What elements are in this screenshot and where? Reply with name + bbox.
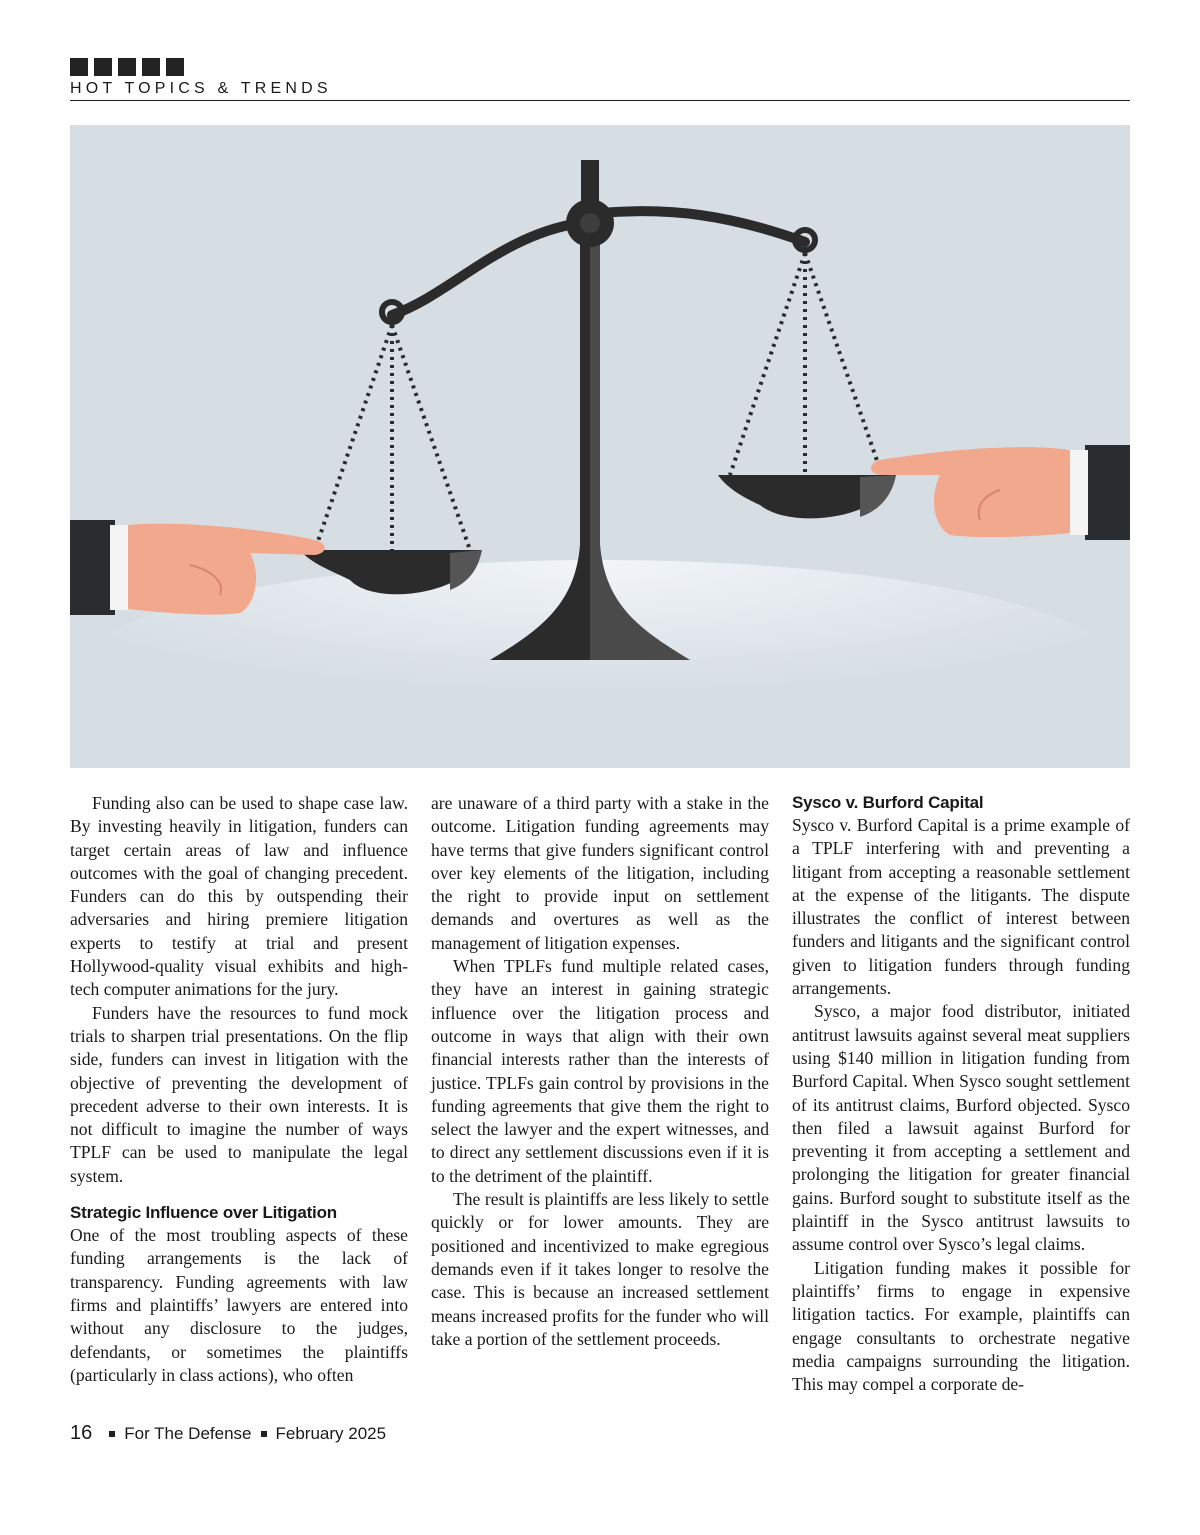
scales-illustration: [70, 125, 1130, 768]
header-square: [142, 58, 160, 76]
body-paragraph: Litigation funding makes it possible for plaintiffs’ firms to engage in expensive litigation tactics. For example, plaintiffs can engage consultants to orchestrate negative media campaigns surrounding the litigation. This may compel a corporate de-: [792, 1257, 1130, 1395]
issue-date: February 2025: [275, 1423, 387, 1443]
section-heading: Sysco v. Burford Capital: [792, 793, 984, 812]
body-paragraph: Sysco, a major food distributor, initiated antitrust lawsuits against several meat suppliers using $140 million in litigation funding from Burford Capital. When Sysco sought settlement of its antitrust claims, Burford objected. Sysco then filed a lawsuit against Burford for preventing it from accepting a settlement and prolonging the litigation for greater financial gains. Burford sought to substitute itself as the plaintiff in the Sysco antitrust lawsuits to assume control over Sysco’s legal claims.: [792, 1001, 1130, 1255]
body-paragraph: One of the most troubling aspects of these funding arrangements is the lack of transparency. Funding agreements with law firms and plaintiffs’ lawyers are entered into without any disclosure to the judges, defendants, or sometimes the plaintiffs (particularly in class actions), who often: [70, 1225, 408, 1385]
body-paragraph: are unaware of a third party with a stake in the outcome. Litigation funding agreements may have terms that give funders significant control over key elements of the litigation, including the right to provide input on settlement demands and overtures as well as the management of litigation expenses.: [431, 793, 769, 953]
header-square: [70, 58, 88, 76]
body-paragraph: Sysco v. Burford Capital is a prime example of a TPLF interfering with and preventing a litigant from accepting a reasonable settlement at the expense of the litigants. The dispute illustrates the conflict of interest between funders and litigants and the significant control given to litigation funders through funding arrangements.: [792, 815, 1130, 999]
body-paragraph: The result is plaintiffs are less likely to settle quickly or for lower amounts. They are positioned and incentivized to make egregious demands even if it takes longer to resolve the case. This is because an increased settlement means increased profits for the funder who will take a portion of the settlement proceeds.: [431, 1189, 769, 1349]
article-column-3: [792, 792, 1130, 1396]
body-paragraph: When TPLFs fund multiple related cases, they have an interest in gaining strategic influence over the litigation process and outcome in ways that align with their own financial interests rather than the interests of justice. TPLFs gain control by provisions in the funding agreements that give them the right to select the lawyer and the expert witnesses, and to direct any settlement discussions even if it is to the detriment of the plaintiff.: [431, 956, 769, 1186]
section-label: HOT TOPICS & TRENDS: [70, 80, 332, 97]
footer-separator: [261, 1431, 267, 1437]
article-column-1: [70, 792, 408, 1387]
page-number: 16: [70, 1422, 93, 1444]
publication-name: For The Defense: [124, 1423, 252, 1443]
footer-separator: [109, 1431, 115, 1437]
section-heading: Strategic Influence over Litigation: [70, 1203, 337, 1223]
header-square: [94, 58, 112, 76]
article-column-2: [431, 792, 769, 1351]
page-footer: [70, 1422, 386, 1445]
body-paragraph: Funding also can be used to shape case law. By investing heavily in litigation, funders can target certain areas of law and influence outcomes with the goal of changing precedent. Funders can do this by outspending their adversaries and hiring premiere litigation experts to testify at trial and present Hollywood-quality visual exhibits and high-tech computer animations for the jury.: [70, 793, 408, 1000]
header-rule: [70, 100, 1130, 101]
header-square: [118, 58, 136, 76]
header-squares: [70, 58, 184, 76]
scales-of-justice-icon: [70, 125, 1130, 768]
header-square: [166, 58, 184, 76]
body-paragraph: Funders have the resources to fund mock trials to sharpen trial presentations. On the flip side, funders can invest in litigation with the objective of preventing the development of precedent adverse to their own interests. It is not difficult to imagine the number of ways TPLF can be used to manipulate the legal system.: [70, 1002, 408, 1186]
